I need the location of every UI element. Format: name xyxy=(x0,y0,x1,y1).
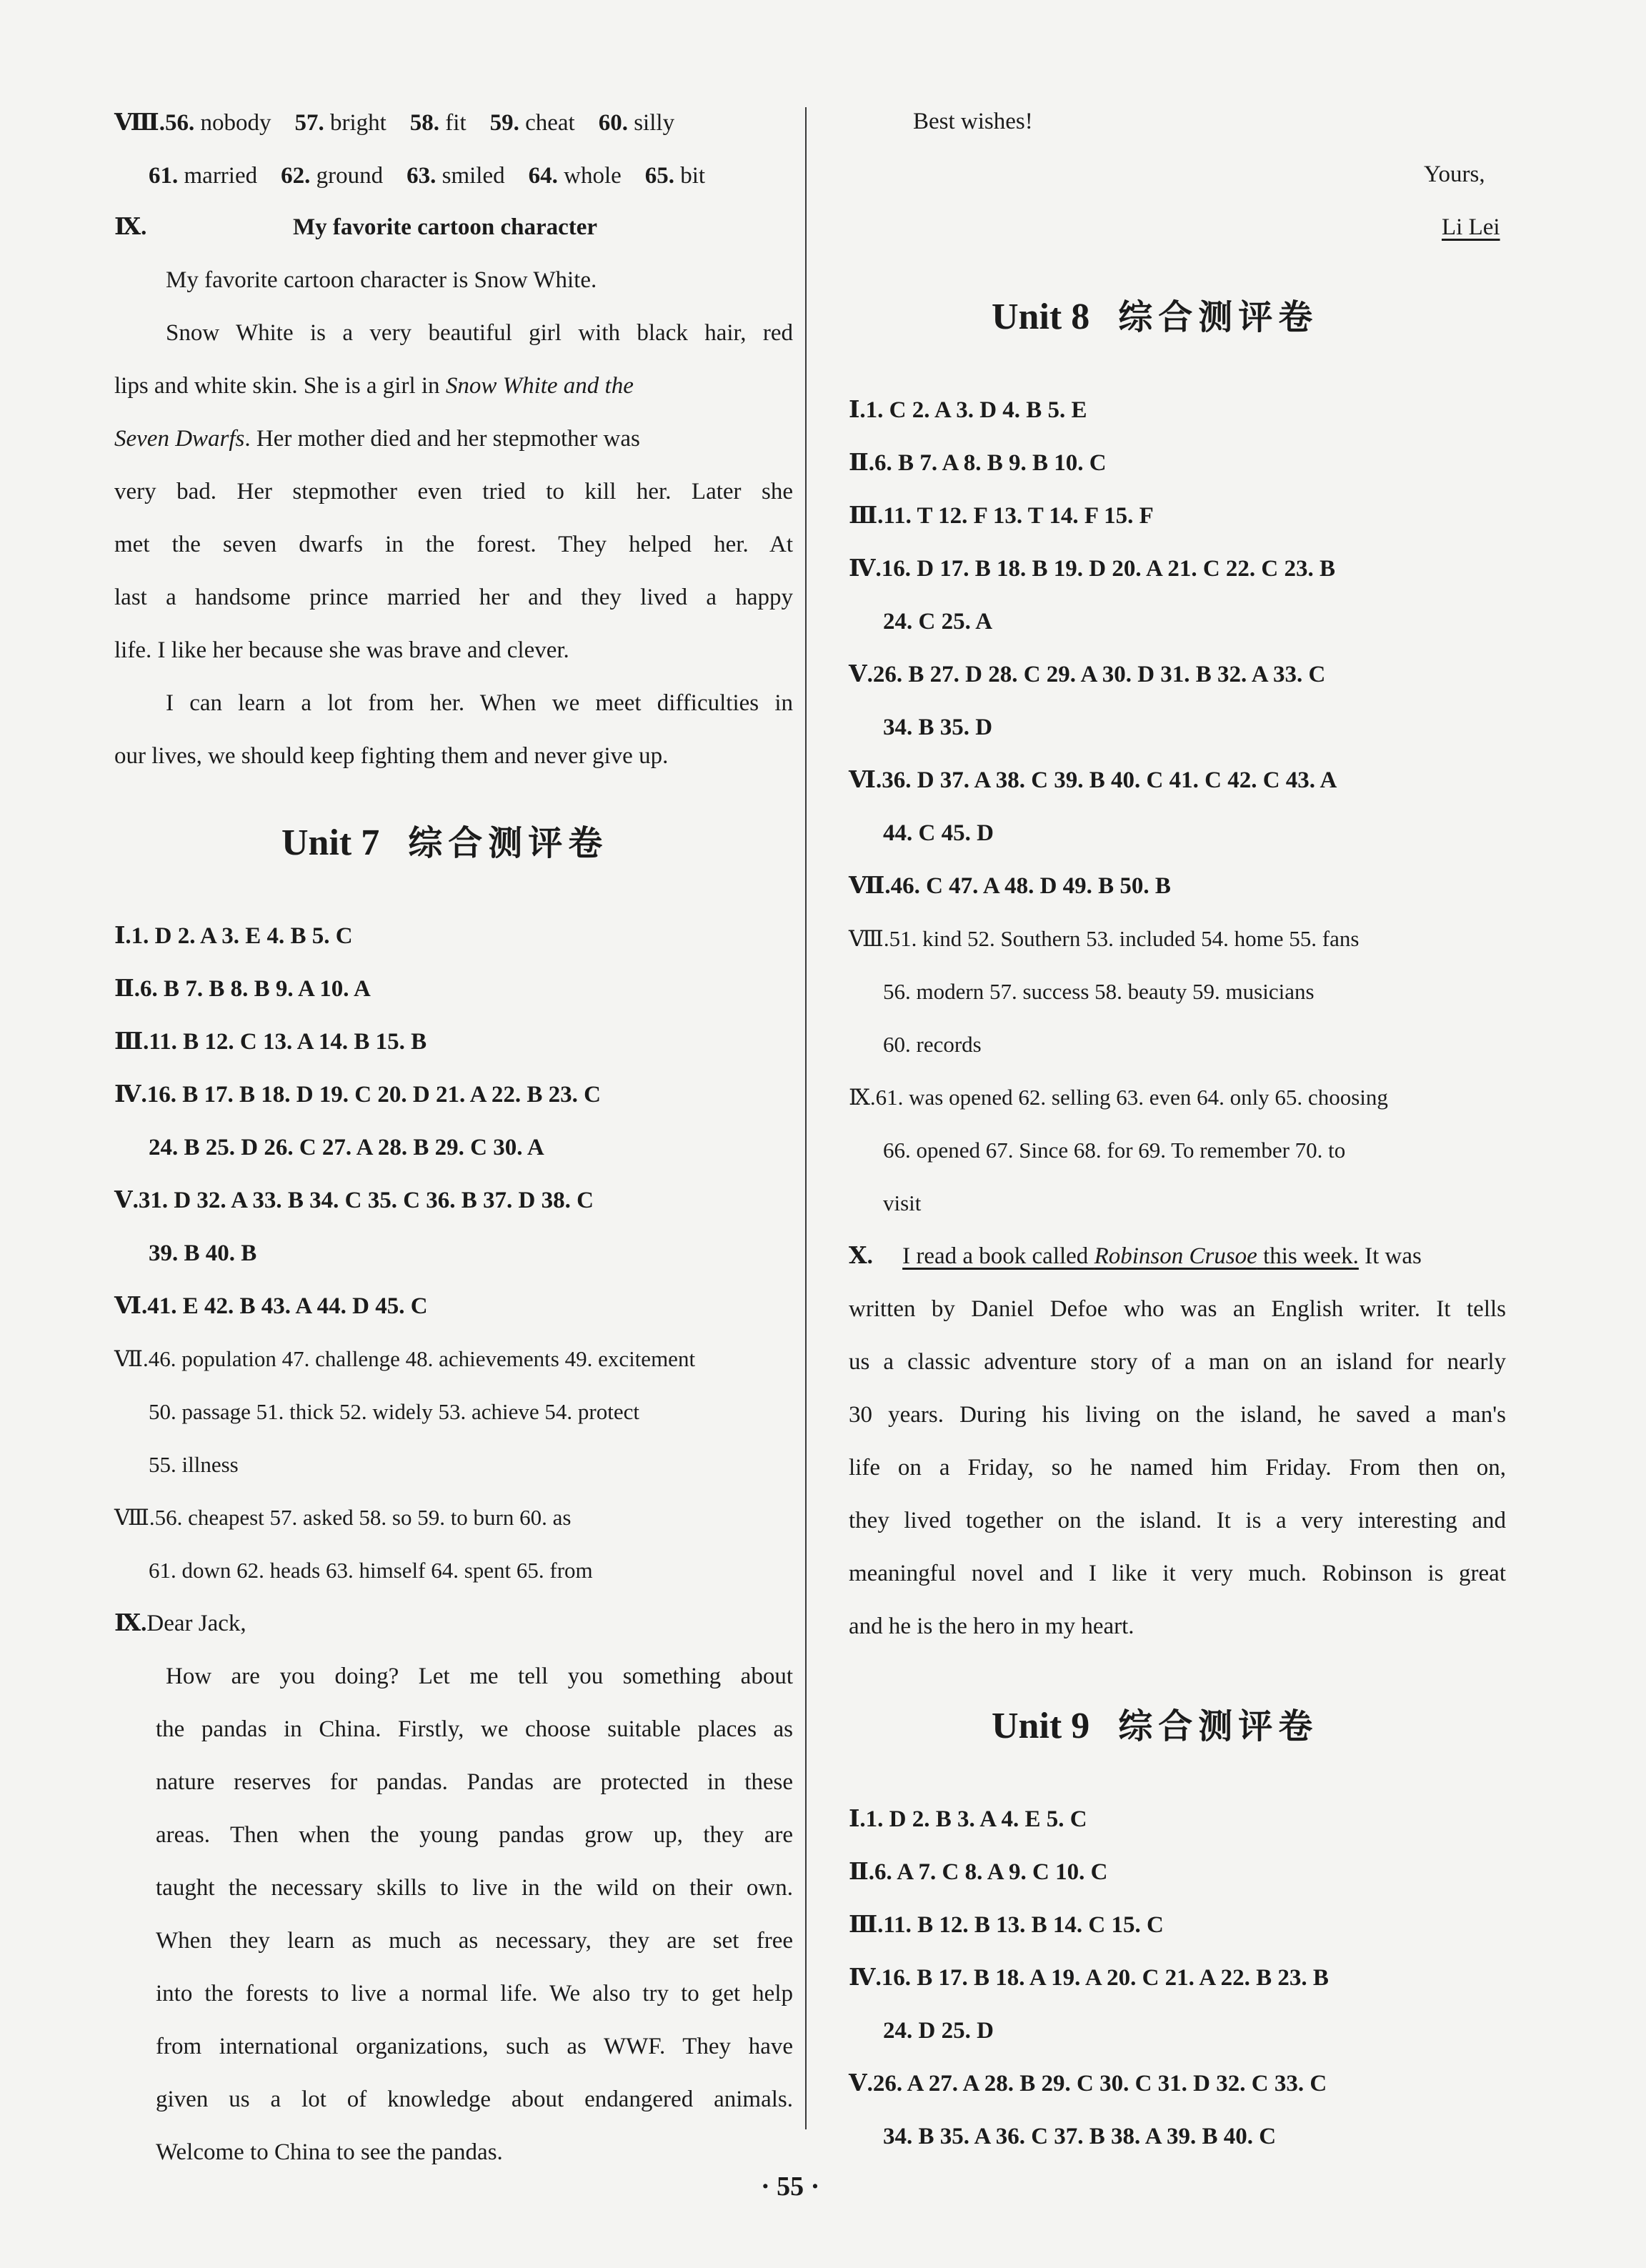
essay-line: they lived together on the island. It is a very interesting and xyxy=(849,1508,1506,1533)
answer-row: 24. C 25. A xyxy=(883,609,993,635)
answer-row: Ⅸ.61. was opened 62. selling 63. even 64. only 65. choosing xyxy=(849,1085,1388,1110)
letter-line: into the forests to live a normal life. We also try to get help xyxy=(156,1981,793,2006)
unit8-heading: Unit 8 综合测评卷 xyxy=(992,297,1319,337)
answer-row: Ⅷ.56. cheapest 57. asked 58. so 59. to burn 60. as xyxy=(114,1505,572,1530)
essay-line: I can learn a lot from her. When we meet difficulties in xyxy=(166,690,793,716)
letter-greeting: Ⅸ.Dear Jack, xyxy=(114,1611,246,1636)
letter-line: How are you doing? Let me tell you something about xyxy=(166,1663,793,1689)
answer-row: 61. down 62. heads 63. himself 64. spent 65. from xyxy=(149,1558,593,1583)
answer-row: visit xyxy=(883,1190,922,1215)
essay-line: last a handsome prince married her and they lived a happy xyxy=(114,585,793,610)
answer-row: Ⅰ.1. D 2. A 3. E 4. B 5. C xyxy=(114,923,353,949)
essay-line: and he is the hero in my heart. xyxy=(849,1613,1134,1639)
unit7-heading: Unit 7 综合测评卷 xyxy=(281,822,609,863)
essay-line: 30 years. During his living on the island, he saved a man's xyxy=(849,1402,1506,1428)
answer-row-viii-56-60: Ⅷ.56. nobody 57. bright 58. fit 59. cheat 60. silly xyxy=(114,110,675,136)
letter-line: from international organizations, such as WWF. They have xyxy=(156,2034,793,2059)
answer-row: Ⅷ.51. kind 52. Southern 53. included 54. home 55. fans xyxy=(849,926,1360,951)
answer-row: 66. opened 67. Since 68. for 69. To remember 70. to xyxy=(883,1138,1346,1163)
essay-line: very bad. Her stepmother even tried to kill her. Later she xyxy=(114,479,793,504)
letter-line: the pandas in China. Firstly, we choose suitable places as xyxy=(156,1716,793,1742)
answer-row: Ⅲ.11. B 12. C 13. A 14. B 15. B xyxy=(114,1029,427,1055)
answer-row-viii-61-65: 61. married 62. ground 63. smiled 64. whole 65. bit xyxy=(149,163,706,189)
answer-row: Ⅱ.6. B 7. B 8. B 9. A 10. A xyxy=(114,976,371,1002)
answer-row: Ⅱ.6. A 7. C 8. A 9. C 10. C xyxy=(849,1859,1108,1885)
letter-line: Welcome to China to see the pandas. xyxy=(156,2139,503,2165)
letter-closing: Best wishes! xyxy=(913,109,1033,134)
essay-line: My favorite cartoon character is Snow White. xyxy=(166,267,597,293)
essay-line: meaningful novel and I like it very much. Robinson is great xyxy=(849,1561,1506,1586)
answer-row: 60. records xyxy=(883,1032,982,1057)
answer-row: Ⅴ.31. D 32. A 33. B 34. C 35. C 36. B 37. D 38. C xyxy=(114,1188,594,1213)
answer-row: Ⅵ.36. D 37. A 38. C 39. B 40. C 41. C 42. C 43. A xyxy=(849,767,1337,793)
column-divider xyxy=(805,107,807,2129)
essay-line: life. I like her because she was brave and clever. xyxy=(114,637,569,663)
essay-line: Seven Dwarfs. Her mother died and her stepmother was xyxy=(114,426,640,452)
answer-row: Ⅲ.11. T 12. F 13. T 14. F 15. F xyxy=(849,503,1154,529)
answer-row: 34. B 35. D xyxy=(883,715,993,740)
answer-row: Ⅶ.46. C 47. A 48. D 49. B 50. B xyxy=(849,873,1171,899)
essay-line: us a classic adventure story of a man on an island for nearly xyxy=(849,1349,1506,1375)
letter-signature: Li Lei xyxy=(1442,214,1500,240)
answer-row: 55. illness xyxy=(149,1452,239,1477)
essay-line: lips and white skin. She is a girl in Snow White and the xyxy=(114,373,634,399)
answer-row: Ⅲ.11. B 12. B 13. B 14. C 15. C xyxy=(849,1912,1164,1938)
unit9-heading: Unit 9 综合测评卷 xyxy=(992,1706,1319,1746)
essay-line: Ⅹ. I read a book called Robinson Crusoe this week. It was xyxy=(849,1243,1422,1269)
answer-row: 39. B 40. B xyxy=(149,1240,257,1266)
essay-title: My favorite cartoon character xyxy=(293,214,598,240)
letter-yours: Yours, xyxy=(1424,161,1485,187)
letter-line: When they learn as much as necessary, they are set free xyxy=(156,1928,793,1954)
letter-line: taught the necessary skills to live in the wild on their own. xyxy=(156,1875,793,1901)
page-number: · 55 · xyxy=(761,2172,820,2202)
essay-line: written by Daniel Defoe who was an English writer. It tells xyxy=(849,1296,1506,1322)
answer-row: 56. modern 57. success 58. beauty 59. musicians xyxy=(883,979,1315,1004)
letter-line: given us a lot of knowledge about endangered animals. xyxy=(156,2087,793,2112)
answer-row: Ⅴ.26. A 27. A 28. B 29. C 30. C 31. D 32. C 33. C xyxy=(849,2071,1327,2097)
essay-line: met the seven dwarfs in the forest. They helped her. At xyxy=(114,532,793,557)
answer-row: Ⅳ.16. B 17. B 18. A 19. A 20. C 21. A 22. B 23. B xyxy=(849,1965,1329,1991)
answer-row: Ⅵ.41. E 42. B 43. A 44. D 45. C xyxy=(114,1293,428,1319)
essay-line: life on a Friday, so he named him Friday. From then on, xyxy=(849,1455,1506,1481)
section-ix-label: Ⅸ. xyxy=(114,214,147,240)
answer-row: Ⅰ.1. C 2. A 3. D 4. B 5. E xyxy=(849,397,1087,423)
answer-row: Ⅱ.6. B 7. A 8. B 9. B 10. C xyxy=(849,450,1107,476)
answer-row: 24. B 25. D 26. C 27. A 28. B 29. C 30. A xyxy=(149,1135,544,1160)
answer-row: Ⅰ.1. D 2. B 3. A 4. E 5. C xyxy=(849,1806,1087,1832)
essay-line: Snow White is a very beautiful girl with black hair, red xyxy=(166,320,793,346)
answer-row: Ⅶ.46. population 47. challenge 48. achievements 49. excitement xyxy=(114,1346,696,1371)
answer-row: 50. passage 51. thick 52. widely 53. achieve 54. protect xyxy=(149,1399,639,1424)
answer-row: 44. C 45. D xyxy=(883,820,994,846)
answer-row: 24. D 25. D xyxy=(883,2018,994,2044)
answer-row: Ⅳ.16. B 17. B 18. D 19. C 20. D 21. A 22. B 23. C xyxy=(114,1082,601,1108)
letter-line: nature reserves for pandas. Pandas are protected in these xyxy=(156,1769,793,1795)
letter-line: areas. Then when the young pandas grow up, they are xyxy=(156,1822,793,1848)
answer-row: 34. B 35. A 36. C 37. B 38. A 39. B 40. C xyxy=(883,2124,1277,2149)
answer-row: Ⅴ.26. B 27. D 28. C 29. A 30. D 31. B 32. A 33. C xyxy=(849,662,1326,687)
essay-line: our lives, we should keep fighting them and never give up. xyxy=(114,743,669,769)
answer-row: Ⅳ.16. D 17. B 18. B 19. D 20. A 21. C 22. C 23. B xyxy=(849,556,1335,582)
